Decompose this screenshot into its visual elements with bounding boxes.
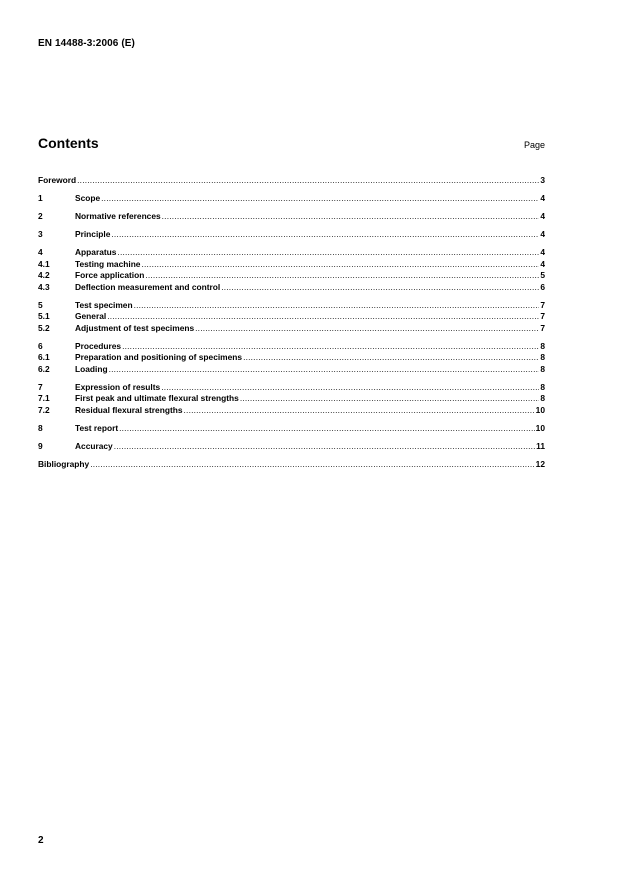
toc-number: 5 bbox=[38, 299, 43, 310]
toc-leader bbox=[161, 382, 539, 394]
toc-entry-6[interactable] bbox=[38, 341, 545, 353]
toc-page: 4 bbox=[540, 229, 545, 239]
toc-title: First peak and ultimate flexural strengths bbox=[75, 393, 239, 403]
toc-title: Normative references bbox=[75, 211, 161, 221]
toc-page: 7 bbox=[540, 311, 545, 321]
toc-leader bbox=[122, 341, 539, 353]
toc-number: 7 bbox=[38, 381, 43, 392]
toc-page: 7 bbox=[540, 299, 545, 310]
toc-leader bbox=[145, 270, 539, 282]
toc-page: 8 bbox=[540, 363, 545, 374]
toc-page: 8 bbox=[540, 340, 545, 351]
toc-leader bbox=[221, 282, 539, 294]
toc-leader bbox=[90, 459, 534, 471]
toc-entry-1[interactable] bbox=[38, 193, 545, 205]
toc-title: Apparatus bbox=[75, 247, 117, 257]
toc-leader bbox=[162, 211, 540, 223]
toc-entry-8[interactable] bbox=[38, 423, 545, 435]
toc-leader bbox=[240, 393, 540, 405]
toc-page: 10 bbox=[535, 422, 545, 433]
toc-page: 11 bbox=[536, 440, 545, 451]
toc-entry-2[interactable] bbox=[38, 211, 545, 223]
toc-entry-7-2[interactable] bbox=[38, 405, 545, 417]
toc-leader bbox=[117, 247, 539, 259]
toc-number: 6.2 bbox=[38, 363, 50, 374]
toc-page: 6 bbox=[540, 281, 545, 292]
document-id: EN 14488-3:2006 (E) bbox=[38, 38, 135, 49]
toc-number: 9 bbox=[38, 440, 43, 451]
toc-entry-7[interactable] bbox=[38, 382, 545, 394]
toc-leader bbox=[134, 300, 540, 312]
toc-title: Loading bbox=[75, 363, 108, 374]
toc-title: Residual flexural strengths bbox=[75, 404, 183, 415]
toc-number: 5.2 bbox=[38, 322, 50, 333]
toc-title: Test specimen bbox=[75, 299, 133, 310]
toc-page: 4 bbox=[540, 247, 545, 257]
toc-page: 4 bbox=[540, 211, 545, 221]
toc-number: 2 bbox=[38, 211, 43, 221]
toc-entry-bibliography[interactable] bbox=[38, 459, 545, 471]
toc-page: 8 bbox=[540, 393, 545, 403]
toc-title: Force application bbox=[75, 270, 145, 280]
toc-entry-5-2[interactable] bbox=[38, 323, 545, 335]
toc-number: 4.1 bbox=[38, 258, 50, 269]
toc-number: 1 bbox=[38, 193, 43, 203]
toc-entry-6-2[interactable] bbox=[38, 364, 545, 376]
toc-leader bbox=[195, 323, 539, 335]
toc-title: Testing machine bbox=[75, 258, 141, 269]
toc-title: Expression of results bbox=[75, 381, 161, 392]
toc-page: 8 bbox=[540, 352, 545, 362]
toc-leader bbox=[111, 229, 539, 241]
toc-title: Bibliography bbox=[38, 458, 90, 469]
toc-title: Test report bbox=[75, 422, 119, 433]
toc-leader bbox=[101, 193, 539, 205]
toc-number: 4 bbox=[38, 247, 43, 257]
toc-title: Adjustment of test specimens bbox=[75, 322, 195, 333]
toc-title: Deflection measurement and control bbox=[75, 281, 221, 292]
toc-page: 8 bbox=[540, 381, 545, 392]
toc-title: Principle bbox=[75, 229, 111, 239]
toc-leader bbox=[141, 259, 539, 271]
toc-entry-foreword[interactable] bbox=[38, 175, 545, 187]
toc-leader bbox=[114, 441, 535, 453]
toc-number: 3 bbox=[38, 229, 43, 239]
toc-leader bbox=[109, 364, 540, 376]
toc-entry-4-1[interactable] bbox=[38, 259, 545, 271]
toc-number: 7.1 bbox=[38, 393, 50, 403]
page-column-label: Page bbox=[523, 140, 545, 150]
toc-entry-9[interactable] bbox=[38, 441, 545, 453]
toc-entry-4[interactable] bbox=[38, 247, 545, 259]
table-of-contents bbox=[38, 175, 545, 470]
toc-number: 6.1 bbox=[38, 352, 50, 362]
toc-leader bbox=[77, 175, 539, 187]
toc-title: Accuracy bbox=[75, 440, 113, 451]
toc-entry-5-1[interactable] bbox=[38, 311, 545, 323]
toc-number: 4.3 bbox=[38, 281, 50, 292]
toc-leader bbox=[243, 352, 539, 364]
toc-entry-3[interactable] bbox=[38, 229, 545, 241]
toc-entry-7-1[interactable] bbox=[38, 393, 545, 405]
toc-page: 10 bbox=[535, 404, 545, 415]
toc-leader bbox=[119, 423, 535, 435]
page-number: 2 bbox=[38, 835, 44, 846]
toc-page: 7 bbox=[540, 322, 545, 333]
toc-entry-5[interactable] bbox=[38, 300, 545, 312]
toc-number: 4.2 bbox=[38, 270, 50, 280]
toc-number: 7.2 bbox=[38, 404, 50, 415]
toc-title: Preparation and positioning of specimens bbox=[75, 352, 243, 362]
toc-title: Procedures bbox=[75, 340, 122, 351]
toc-title: General bbox=[75, 311, 107, 321]
toc-entry-4-3[interactable] bbox=[38, 282, 545, 294]
toc-leader bbox=[107, 311, 539, 323]
toc-number: 5.1 bbox=[38, 311, 50, 321]
toc-page: 3 bbox=[540, 175, 545, 185]
toc-page: 12 bbox=[535, 458, 545, 469]
toc-entry-6-1[interactable] bbox=[38, 352, 545, 364]
contents-heading: Contents bbox=[38, 135, 99, 151]
toc-page: 5 bbox=[540, 270, 545, 280]
toc-title: Scope bbox=[75, 193, 101, 203]
toc-title: Foreword bbox=[38, 175, 77, 185]
toc-number: 6 bbox=[38, 340, 43, 351]
toc-number: 8 bbox=[38, 422, 43, 433]
toc-page: 4 bbox=[540, 258, 545, 269]
toc-page: 4 bbox=[540, 193, 545, 203]
toc-entry-4-2[interactable] bbox=[38, 270, 545, 282]
toc-leader bbox=[184, 405, 535, 417]
